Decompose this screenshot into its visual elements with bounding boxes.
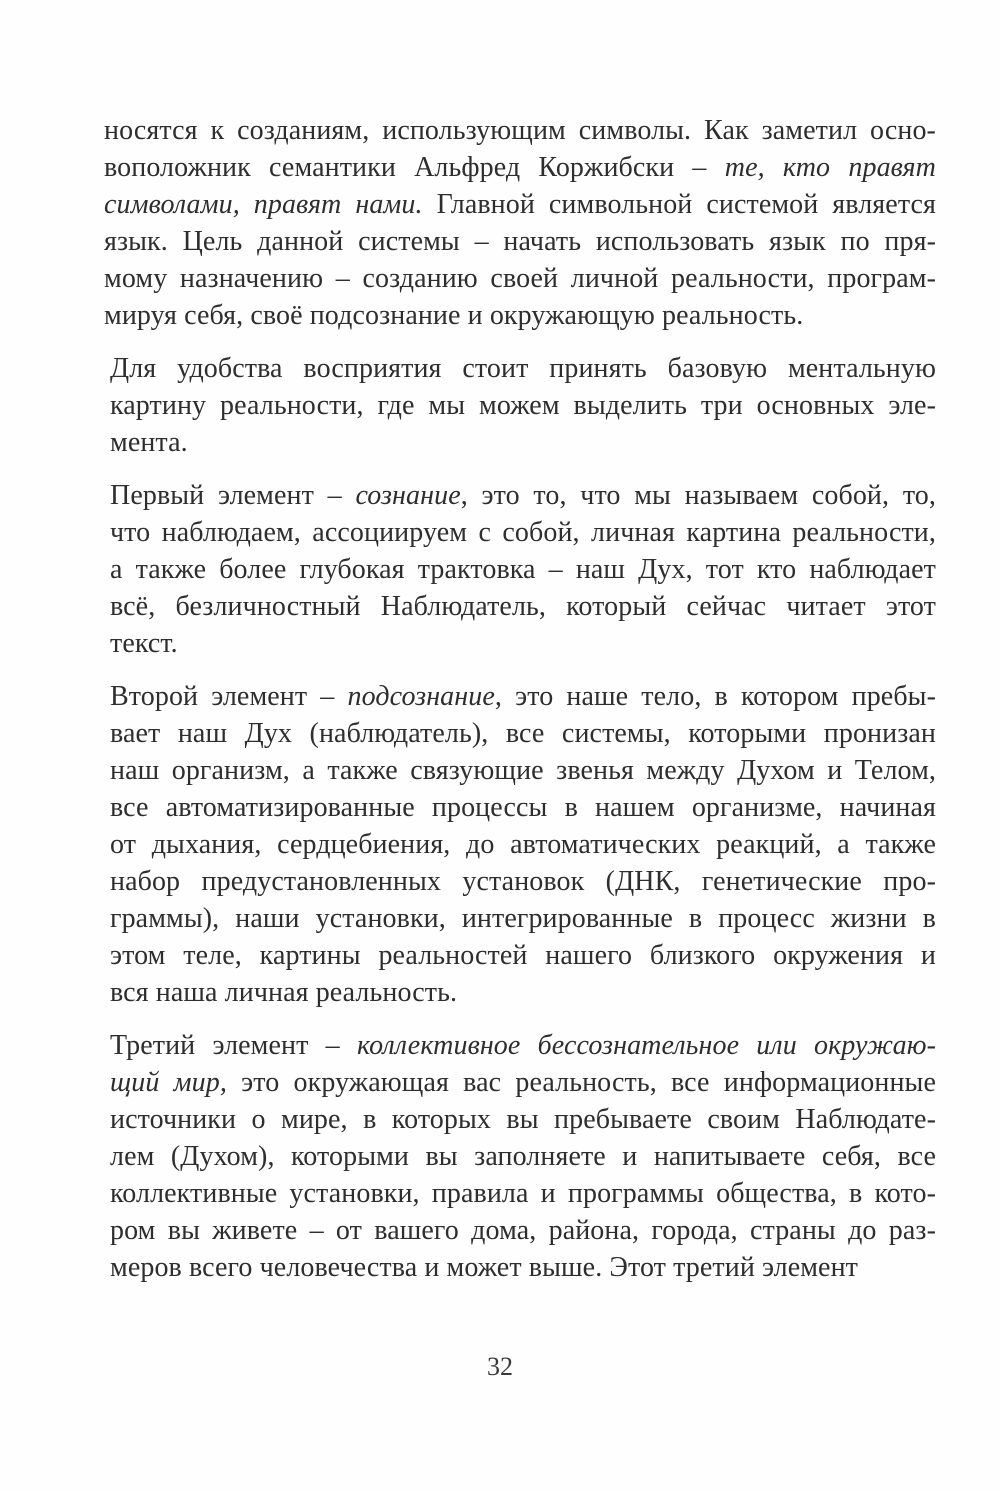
text-line: [104, 752, 936, 789]
italic-term: те, кто правят: [724, 152, 936, 183]
text-run: носятся к созданиям, использующим символы. Как заметил осно-: [104, 115, 936, 146]
text-run: вся наша личная реальность.: [110, 977, 458, 1008]
text-run: Третий элемент –: [110, 1030, 357, 1061]
text-line: [104, 1101, 936, 1138]
text-run: Главной символьной системой является: [422, 189, 937, 220]
paragraph: [104, 477, 936, 662]
text-run: воположник семантики Альфред Коржибски –: [104, 152, 725, 183]
text-line: [104, 186, 936, 223]
italic-term: символами, правят нами.: [104, 189, 423, 220]
text-run: , это наше тело, в котором пребы-: [494, 681, 936, 712]
paragraph: [104, 678, 936, 1011]
italic-term: сознание: [355, 480, 461, 511]
text-run: мента.: [110, 427, 188, 458]
text-run: всё, безличностный Наблюдатель, который сейчас читает этот: [110, 591, 936, 622]
text-run: язык. Цель данной системы – начать использовать язык по пря-: [104, 226, 936, 257]
text-run: мому назначению – созданию своей личной реальности, програм-: [104, 263, 936, 294]
text-run: Второй элемент –: [110, 681, 348, 712]
text-line: [104, 1249, 936, 1286]
text-run: вает наш Дух (наблюдатель), все системы, которыми пронизан: [110, 718, 936, 749]
paragraph: [104, 112, 936, 334]
text-run: набор предустановленных установок (ДНК, генетические про-: [110, 866, 936, 897]
text-run: лем (Духом), которыми вы заполняете и напитываете себя, все: [110, 1141, 936, 1172]
paragraph: [104, 1027, 936, 1286]
text-run: от дыхания, сердцебиения, до автоматических реакций, а также: [110, 829, 936, 860]
text-line: [104, 1027, 936, 1064]
text-run: Для удобства восприятия стоит принять базовую ментальную: [110, 353, 936, 384]
text-line: [104, 260, 936, 297]
text-run: граммы), наши установки, интегрированные в процесс жизни в: [110, 903, 936, 934]
italic-term: подсознание: [347, 681, 495, 712]
text-line: [104, 715, 936, 752]
text-line: [104, 112, 936, 149]
text-line: [104, 1175, 936, 1212]
text-line: [104, 863, 936, 900]
text-line: [104, 900, 936, 937]
text-line: [104, 387, 936, 424]
text-run: что наблюдаем, ассоциируем с собой, личная картина реальности,: [110, 517, 936, 548]
text-run: Первый элемент –: [110, 480, 356, 511]
italic-term: щий мир,: [110, 1067, 227, 1098]
text-run: этом теле, картины реальностей нашего близкого окружения и: [110, 940, 936, 971]
text-line: [104, 551, 936, 588]
italic-term: коллективное бессознательное или окружаю-: [356, 1030, 936, 1061]
text-line: [104, 477, 936, 514]
text-run: а также более глубокая трактовка – наш Дух, тот кто наблюдает: [110, 554, 936, 585]
text-line: [104, 149, 936, 186]
text-run: это окружающая вас реальность, все информационные: [226, 1067, 936, 1098]
text-line: [104, 1212, 936, 1249]
body-text: [104, 112, 936, 1302]
paragraph: [104, 350, 936, 461]
text-run: мируя себя, своё подсознание и окружающую реальность.: [104, 300, 804, 331]
text-line: [104, 625, 936, 662]
text-run: текст.: [110, 628, 178, 659]
text-line: [104, 678, 936, 715]
text-line: [104, 1138, 936, 1175]
text-run: , это то, что мы называем собой, то,: [460, 480, 936, 511]
text-line: [104, 937, 936, 974]
text-run: наш организм, а также связующие звенья между Духом и Телом,: [110, 755, 936, 786]
text-line: [104, 297, 936, 334]
text-line: [104, 1064, 936, 1101]
text-run: картину реальности, где мы можем выделить три основных эле-: [110, 390, 936, 421]
text-run: меров всего человечества и может выше. Этот третий элемент: [110, 1252, 859, 1283]
text-line: [104, 789, 936, 826]
text-line: [104, 223, 936, 260]
text-run: коллективные установки, правила и программы общества, в кото-: [110, 1178, 936, 1209]
text-line: [104, 350, 936, 387]
text-run: источники о мире, в которых вы пребываете своим Наблюдате-: [110, 1104, 936, 1135]
text-line: [104, 974, 936, 1011]
text-line: [104, 588, 936, 625]
text-line: [104, 826, 936, 863]
text-run: ром вы живете – от вашего дома, района, города, страны до раз-: [110, 1215, 936, 1246]
page-number: 32: [487, 1352, 513, 1381]
text-line: [104, 514, 936, 551]
text-line: [104, 424, 936, 461]
text-run: все автоматизированные процессы в нашем организме, начиная: [110, 792, 936, 823]
